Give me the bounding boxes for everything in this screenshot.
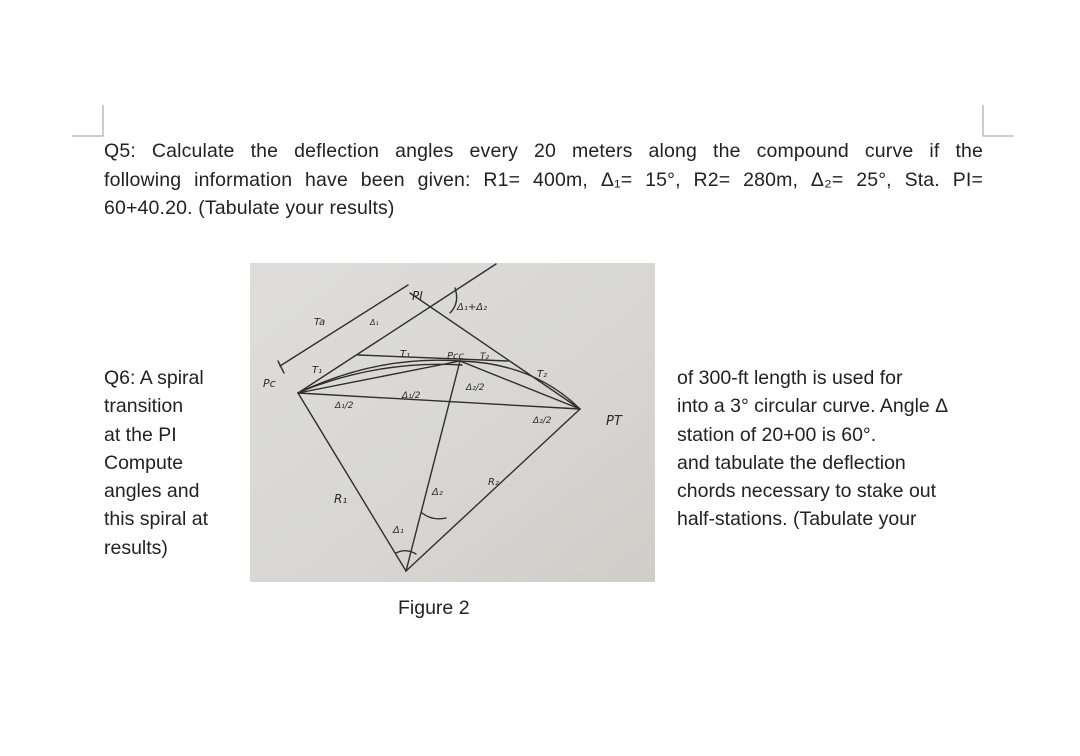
q6-right-line: into a 3° circular curve. Angle Δ <box>677 395 949 418</box>
q6-right-line: and tabulate the deflection <box>677 451 906 474</box>
q6-left-line: results) <box>104 536 168 559</box>
label-delta-1: Δ₁ <box>393 525 404 536</box>
q6-right-line: of 300-ft length is used for <box>677 367 903 389</box>
label-ta: Ta <box>314 317 326 328</box>
question-6-right-text <box>677 364 948 534</box>
label-t2-top: T₂ <box>480 352 490 362</box>
q6-left-line: at the PI <box>104 423 177 446</box>
crop-mark-top-left <box>72 105 106 139</box>
q6-left-line: transition <box>104 395 184 418</box>
label-pcc: Pcc <box>447 351 465 362</box>
label-t2-right: T₂ <box>537 369 548 380</box>
question-5-text <box>104 137 983 223</box>
q5-line-1: Q5: Calculate the deflection angles every 20 meters along the compound curve if the <box>104 140 983 162</box>
label-delta1-top: Δ₁ <box>370 318 379 327</box>
question-6-left-text <box>104 364 208 562</box>
q5-line-2: following information have been given: R1= 400m, Δ₁= 15°, R2= 280m, Δ₂= 25°, Sta. PI= <box>104 168 983 191</box>
label-pt: PT <box>606 414 622 429</box>
label-pc: Pc <box>263 377 276 390</box>
q6-right-line: half-stations. (Tabulate your <box>677 508 917 531</box>
compound-curve-sketch <box>250 263 655 582</box>
q5-line-3: 60+40.20. (Tabulate your results) <box>104 197 395 219</box>
label-delta2-half-right: Δ₂/2 <box>533 416 552 426</box>
q6-left-line: angles and <box>104 480 200 503</box>
label-delta1-half-left: Δ₁/2 <box>335 401 354 411</box>
label-t1-mid: T₁ <box>400 349 411 360</box>
label-delta-2: Δ₂ <box>432 487 443 498</box>
crop-mark-top-right <box>981 105 1015 139</box>
label-r1: R₁ <box>334 492 348 506</box>
figure-caption: Figure 2 <box>398 597 470 619</box>
q6-left-line: Q6: A spiral <box>104 367 204 389</box>
label-delta2-half-mid: Δ₂/2 <box>466 383 485 393</box>
label-delta1-half-mid: Δ₁/2 <box>402 391 421 401</box>
q6-left-line: Compute <box>104 451 184 474</box>
q6-right-line: chords necessary to stake out <box>677 480 937 503</box>
figure-2-image <box>250 263 655 582</box>
label-delta-sum: Δ₁+Δ₂ <box>457 302 488 313</box>
q6-right-line: station of 20+00 is 60°. <box>677 423 877 446</box>
label-t1-left: T₁ <box>312 365 323 376</box>
label-pi: PI <box>412 289 423 303</box>
q6-left-line: this spiral at <box>104 508 209 531</box>
label-r2: R₂ <box>488 477 499 488</box>
